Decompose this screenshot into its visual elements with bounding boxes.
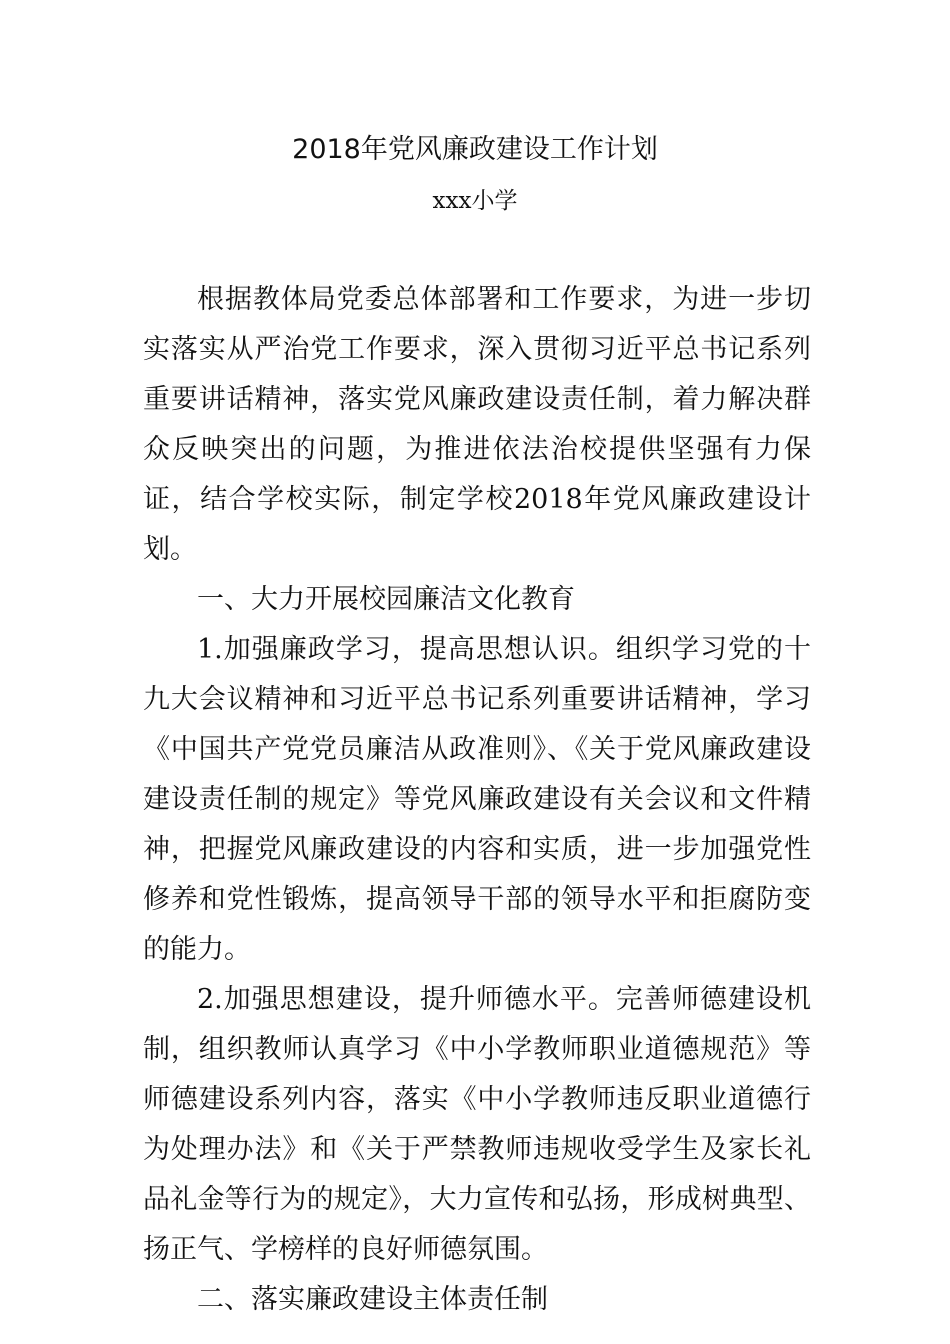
document-author: xxx小学 <box>432 188 518 214</box>
document-title: 2018年党风廉政建设工作计划 <box>292 134 658 165</box>
document-body <box>143 275 811 1325</box>
section-heading-1: 一、大力开展校园廉洁文化教育 <box>197 584 575 615</box>
paragraph-item-1: 1.加强廉政学习，提高思想认识。组织学习党的十九大会议精神和习近平总书记系列重要讲话精神，学习《中国共产党党员廉洁从政准则》、《关于党风廉政建设建设责任制的规定》等党风廉政建设有关会议和文件精神，把握党风廉政建设的内容和实质，进一步加强党性修养和党性锻炼，提高领导干部的领导水平和拒腐防变的能力。 <box>143 634 811 965</box>
section-heading-2: 二、落实廉政建设主体责任制 <box>197 1284 548 1315</box>
paragraph-intro: 根据教体局党委总体部署和工作要求，为进一步切实落实从严治党工作要求，深入贯彻习近平总书记系列重要讲话精神，落实党风廉政建设责任制，着力解决群众反映突出的问题，为推进依法治校提供坚强有力保证，结合学校实际，制定学校2018年党风廉政建设计划。 <box>143 284 811 565</box>
paragraph-item-2: 2.加强思想建设，提升师德水平。完善师德建设机制，组织教师认真学习《中小学教师职业道德规范》等师德建设系列内容，落实《中小学教师违反职业道德行为处理办法》和《关于严禁教师违规收受学生及家长礼品礼金等行为的规定》，大力宣传和弘扬，形成树典型、扬正气、学榜样的良好师德氛围。 <box>143 984 811 1265</box>
